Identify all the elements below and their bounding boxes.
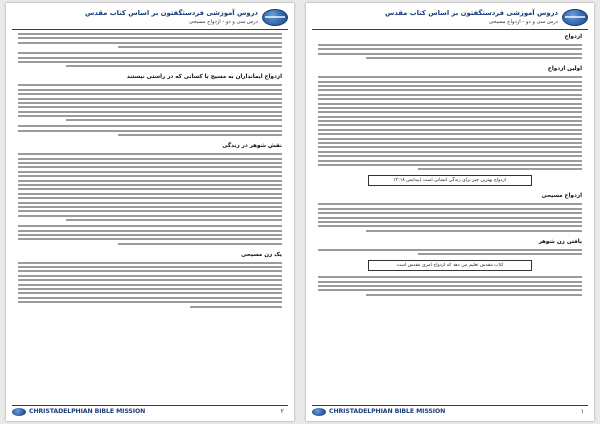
footer-mission-text: CHRISTADELPHIAN BIBLE MISSION <box>29 408 146 415</box>
globe-logo-icon <box>262 9 288 26</box>
document-page-1 <box>306 3 594 421</box>
section-heading: نقش شوهر در زندگی <box>222 143 282 150</box>
globe-logo-icon <box>312 408 326 416</box>
section-heading: ازدواج ایمانداران به مسیح با کسانی که در راستی نیستند <box>126 74 282 81</box>
page-content <box>18 33 282 308</box>
paragraph <box>318 249 582 255</box>
paragraph <box>18 153 282 221</box>
paragraph <box>18 84 282 121</box>
globe-logo-icon <box>12 408 26 416</box>
paragraph <box>318 76 582 170</box>
globe-logo-icon <box>562 9 588 26</box>
page-footer <box>12 405 288 417</box>
section-heading: یافتن زن شوهر <box>538 238 582 245</box>
header-rule <box>312 29 588 30</box>
paragraph <box>18 125 282 136</box>
paragraph <box>318 276 582 296</box>
quote-box: ازدواج بهترین چیز برای زندگی انسانی است (پیدایش ۲:۱۸) <box>368 175 531 186</box>
page-number: ۲ <box>280 408 284 415</box>
header-subtitle: درس سی و دو - ازدواج مسیحی <box>488 19 558 25</box>
header-title: دروس آموزشی فردستگفتون بر اساس کتاب مقدس <box>84 9 258 17</box>
section-heading: اولین ازدواج <box>547 66 582 73</box>
paragraph <box>18 225 282 245</box>
header-subtitle: درس سی و دو - ازدواج مسیحی <box>188 19 258 25</box>
paragraph <box>318 203 582 231</box>
paragraph <box>18 52 282 67</box>
section-heading: ازدواج <box>564 34 582 40</box>
header-title: دروس آموزشی فردستگفتون بر اساس کتاب مقدس <box>384 9 558 17</box>
paragraph <box>18 262 282 308</box>
quote-box: کتاب مقدس تعلیم می دهد که ازدواج امری مقدس است <box>368 260 531 271</box>
footer-mission-text: CHRISTADELPHIAN BIBLE MISSION <box>329 408 446 415</box>
page-content <box>318 33 582 296</box>
page-number: ۱ <box>580 408 584 415</box>
header-rule <box>12 29 288 30</box>
section-heading: یک زن مسیحی <box>241 251 282 258</box>
paragraph <box>18 33 282 48</box>
section-heading: ازدواج مسیحی <box>541 193 582 200</box>
page-footer <box>312 405 588 417</box>
paragraph <box>318 44 582 59</box>
document-page-2 <box>6 3 294 421</box>
